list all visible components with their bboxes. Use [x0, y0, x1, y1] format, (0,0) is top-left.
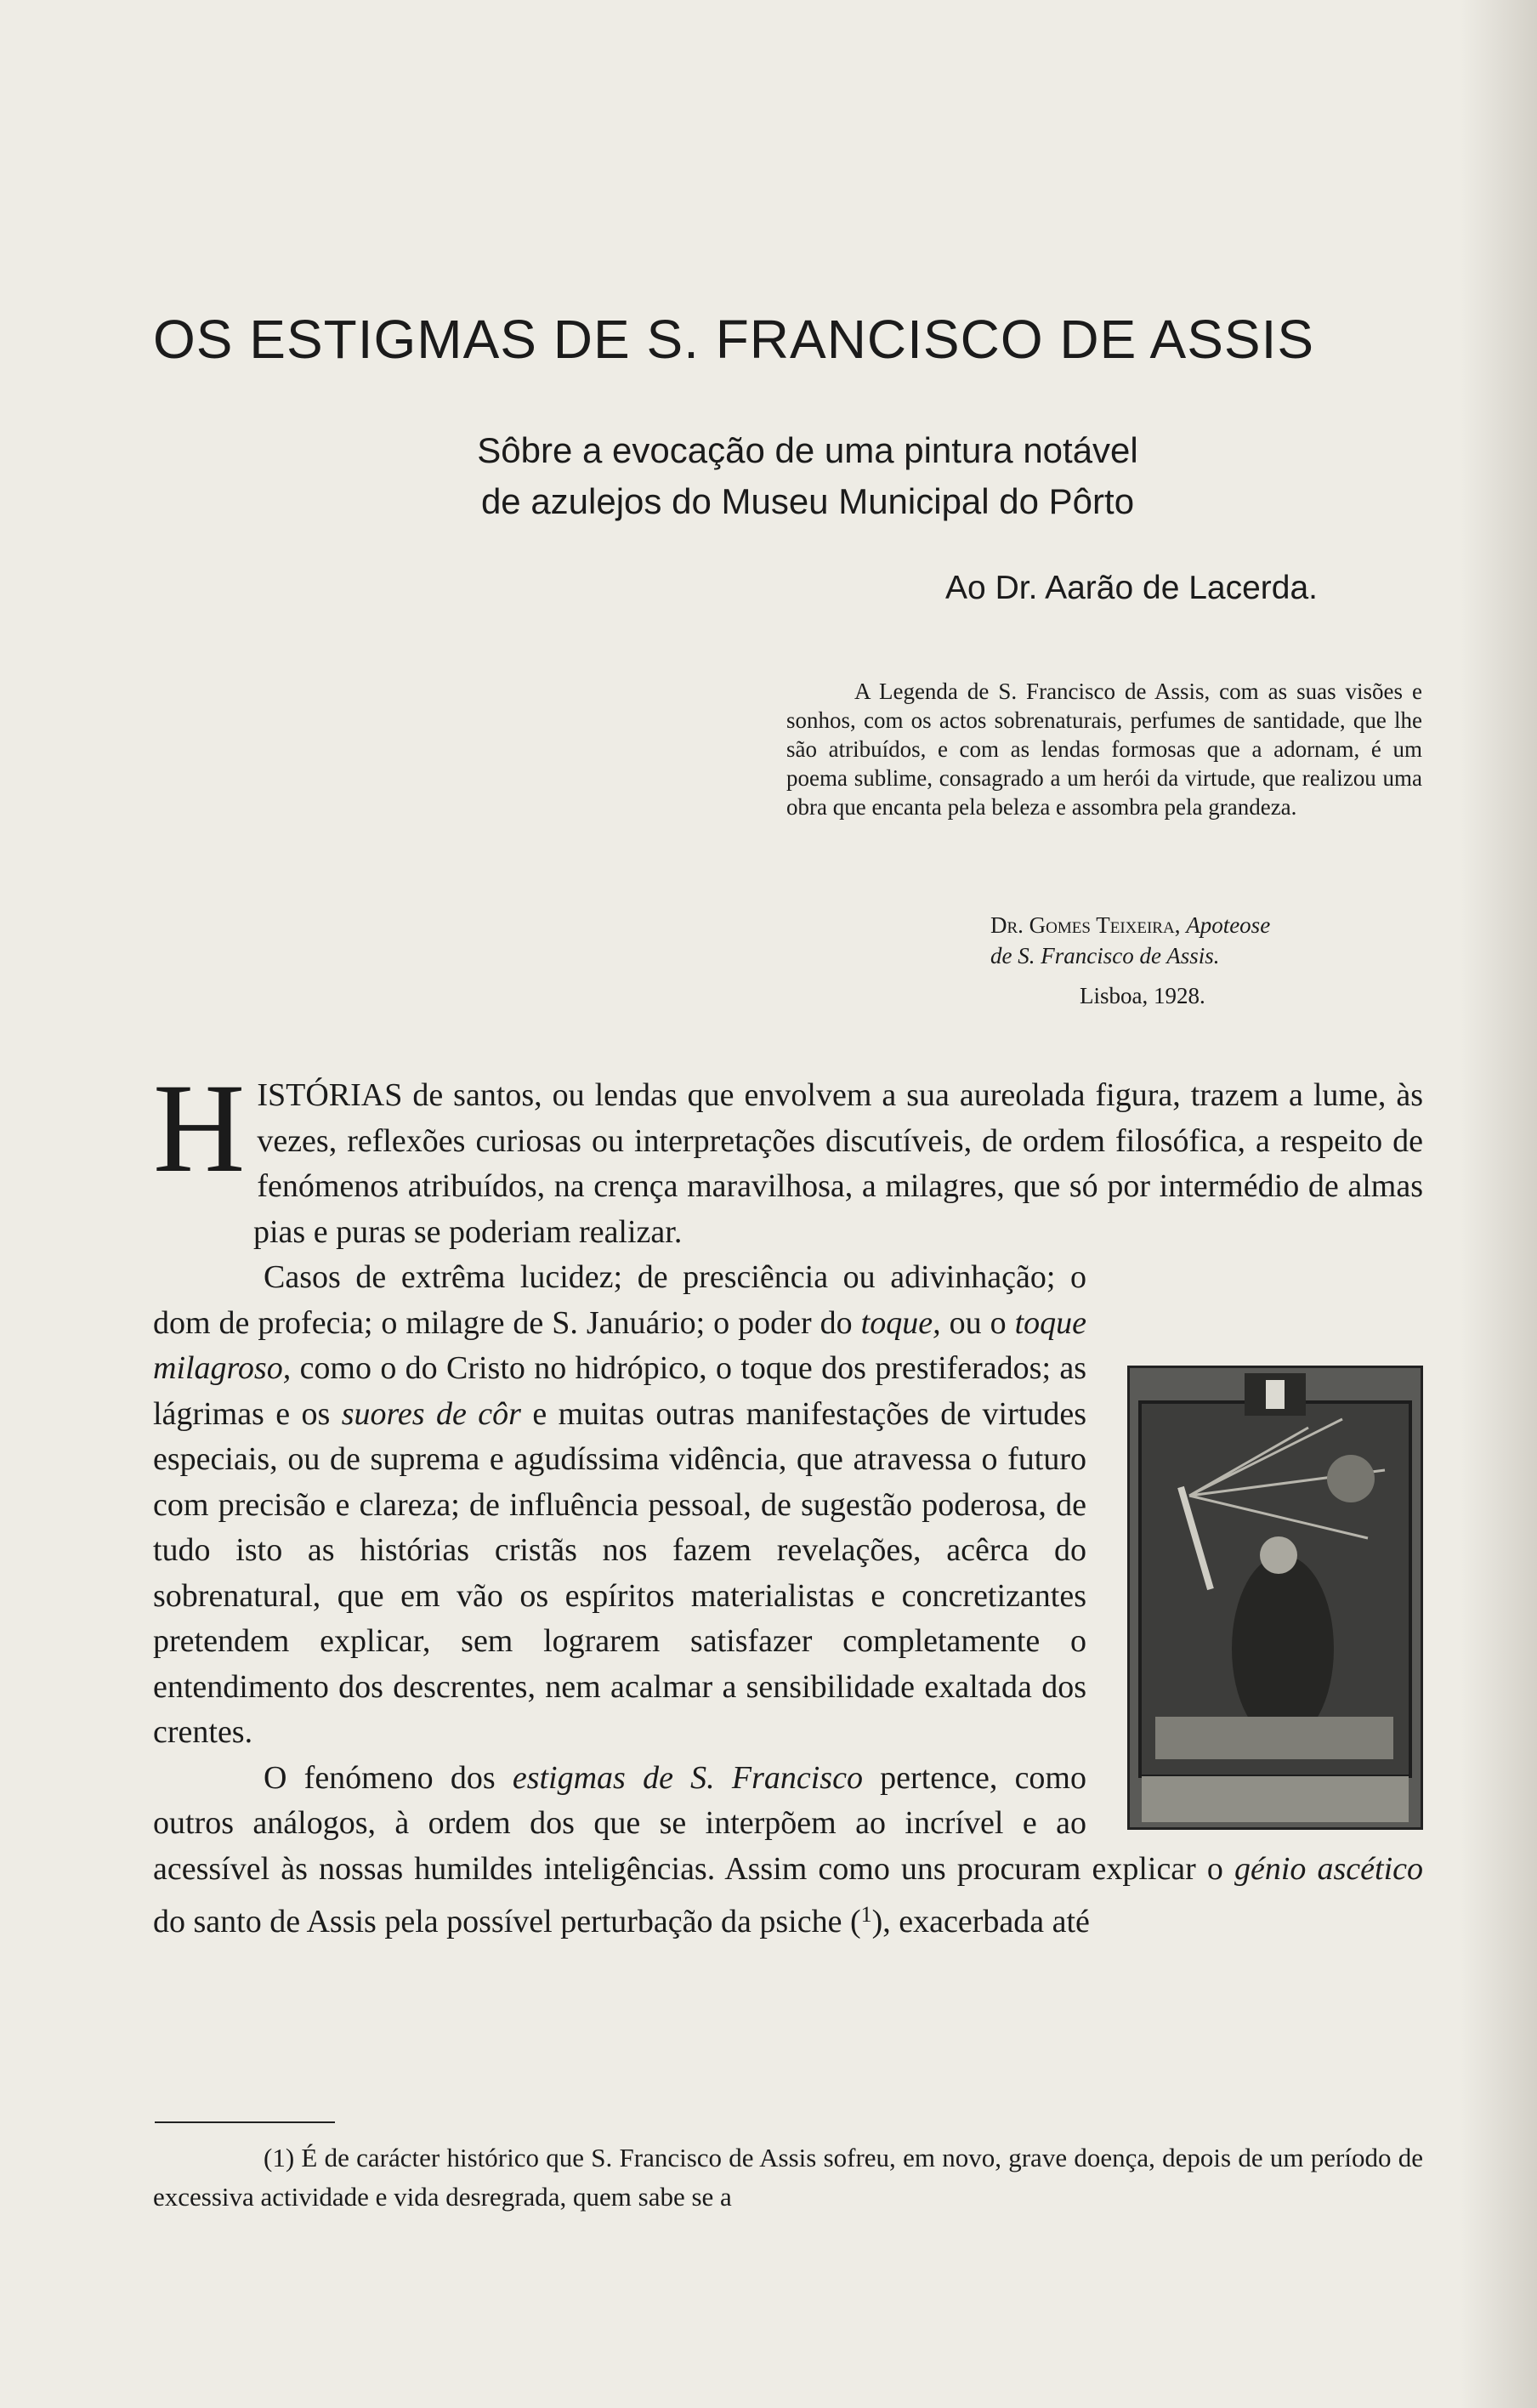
- saint-francis-engraving-image: [1130, 1368, 1421, 1827]
- footnote: [153, 2138, 1423, 2217]
- emphasis-suores-de-cor: suores de côr: [341, 1395, 521, 1432]
- emphasis-toque-milagroso: toque milagroso,: [153, 1304, 1087, 1386]
- epigraph-attribution: [990, 910, 1415, 971]
- footnote-separator: [155, 2121, 335, 2123]
- emphasis-genio-ascetico: génio ascético: [1234, 1850, 1423, 1887]
- epigraph-work-part2: de S. Francisco de Assis.: [990, 943, 1220, 968]
- paragraph-2: Casos de extrêma lucidez; de presciência ou adivinhação; o dom de profecia; o milagre de S. Januário; o poder do toque, ou o toque milagroso, como o do Cristo no hidrópico, o toque dos prestiferados; as lágrimas e os suores de côr e muitas outras manifestações de virtudes especiais, ou de suprema e agudíssima vidência, que atravessa o futuro com precisão e clareza; de influência pessoal, de sugestão poderosa, de tudo isto as histórias cristãs nos fazem revelações, acêrca do sobrenatural, que em vão os espíritos materialistas e concretizantes pretendem explicar, sem lograrem satisfazer completamente o entendimento dos descrentes, nem acalmar a sensibilidade exaltada dos crentes.: [153, 1259, 1087, 1750]
- emphasis-toque: toque,: [860, 1304, 941, 1341]
- article-subtitle: [340, 425, 1275, 527]
- article-title: OS ESTIGMAS DE S. FRANCISCO DE ASSIS: [153, 309, 1315, 370]
- subtitle-line-2: de azulejos do Museu Municipal do Pôrto: [480, 481, 1135, 521]
- epigraph-place-date: Lisboa, 1928.: [1080, 983, 1205, 1008]
- paragraph-1-text: ISTÓRIAS de santos, ou lendas que envolvem a sua aureolada figura, trazem a lume, às vezes, reflexões curiosas ou interpretações discutíveis, de ordem filosófica, a respeito de fenómenos atribuídos, na crença maravilhosa, a milagres, que só por intermédio de almas pias e puras se poderiam realizar.: [253, 1077, 1423, 1250]
- emphasis-estigmas: estigmas de S. Francisco: [512, 1759, 863, 1796]
- article-body: [153, 1058, 1423, 1945]
- page-edge-shadow: [1460, 0, 1537, 2408]
- paragraph-3: O fenómeno dos estigmas de S. Francisco pertence, como outros análogos, à ordem dos que se interpõem ao incrível e ao acessível às nossas humildes inteligências. Assim como uns procuram explicar o génio ascético do santo de Assis pela possível perturbação da psiche ($^1$), exacerbada até: [153, 1759, 1423, 1939]
- dedication: Ao Dr. Aarão de Lacerda.: [945, 570, 1318, 606]
- drop-cap: H: [153, 1058, 246, 1199]
- epigraph-text: A Legenda de S. Francisco de Assis, com as suas visões e sonhos, com os actos sobrenaturais, perfumes de santidade, que lhe são atribuídos, e com as lendas formosas que a adornam, é um poema sublime, consagrado a um herói da virtude, que realizou uma obra que encanta pela beleza e assombra pela grandeza.: [786, 679, 1422, 820]
- paragraph-1: [153, 1058, 1423, 1255]
- subtitle-line-1: Sôbre a evocação de uma pintura notável: [477, 430, 1138, 470]
- epigraph-work-part1: Apoteose: [1186, 912, 1271, 938]
- engraving-illustration: [1127, 1366, 1423, 1830]
- footnote-reference: 1: [860, 1902, 872, 1927]
- epigraph-author: Dr. Gomes Teixeira,: [990, 912, 1181, 938]
- footnote-marker: (1): [264, 2143, 295, 2172]
- footnote-text: É de carácter histórico que S. Francisco de Assis sofreu, em novo, grave doença, depois de um período de excessiva actividade e vida desregrada, quem sabe se a: [153, 2143, 1423, 2212]
